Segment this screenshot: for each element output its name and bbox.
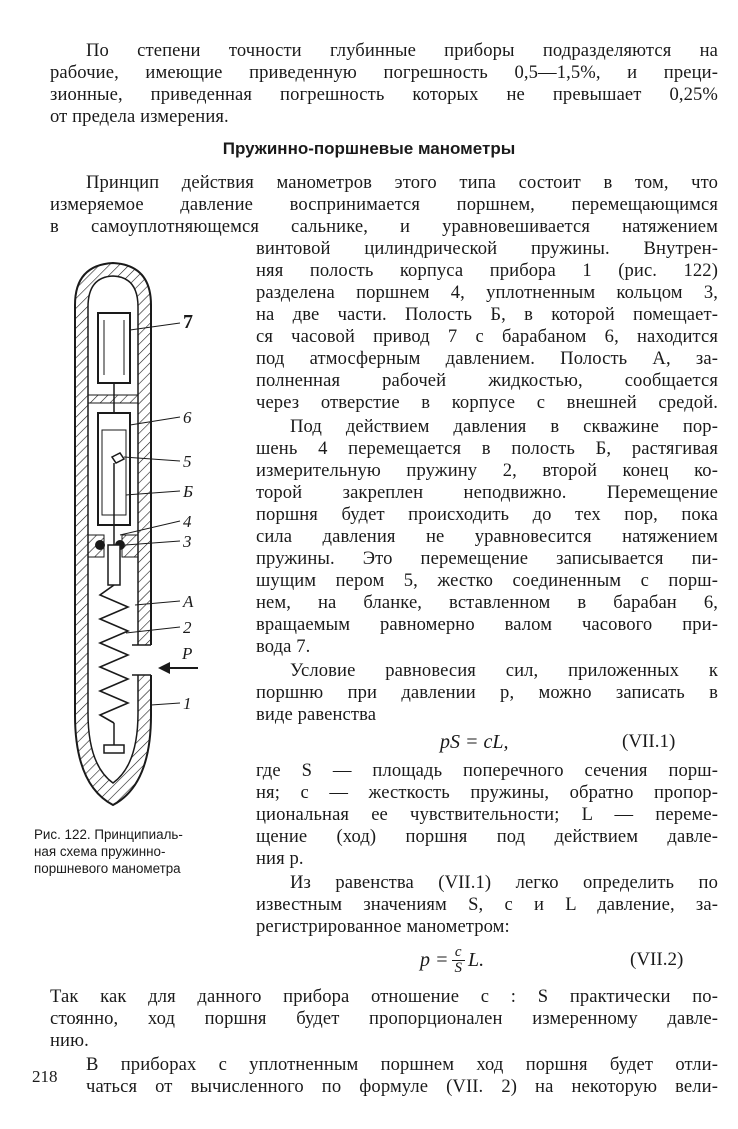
figure-label: 6 — [183, 408, 192, 427]
text-line: виде равенства — [256, 704, 377, 725]
text-line: поршню при давлении p, можно записать в — [256, 682, 718, 703]
text-line: поршня будет происходить до тех пор, пока — [256, 504, 718, 525]
figure-label: 2 — [183, 618, 192, 637]
piston-rod — [108, 545, 120, 585]
equation-formula: pS = cL, — [440, 731, 509, 753]
caption-line: Рис. 122. Принципиаль- — [34, 827, 183, 842]
text-line: измерительную пружину 2, второй конец ко- — [256, 460, 718, 481]
text-line: Под действием давления в скважине пор- — [290, 416, 718, 437]
text-line: винтовой цилиндрической пружины. Внутрен- — [256, 238, 718, 259]
text-line: Из равенства (VII.1) легко определить по — [290, 872, 718, 893]
text-line: нем, на бланке, вставленном в барабан 6, — [256, 592, 718, 613]
text-line: чаться от вычисленного по формуле (VII. 2) на некоторую вели- — [86, 1076, 718, 1097]
text-line: торой закреплен неподвижно. Перемещение — [256, 482, 718, 503]
text-line: шущим пером 5, жестко соединенным с порш- — [256, 570, 718, 591]
text-line: нию. — [50, 1030, 89, 1051]
caption-line: поршневого манометра — [34, 861, 181, 876]
text-line: ня; c — жесткость пружины, обратно пропор- — [256, 782, 718, 803]
text-line: По степени точности глубинные приборы подразделяются на — [86, 40, 718, 61]
text-line: Принцип действия манометров этого типа состоит в том, что — [86, 172, 718, 193]
text-line: регистрированное манометром: — [256, 916, 510, 937]
equation-rhs: L. — [468, 948, 485, 971]
manometer-figure — [20, 245, 240, 825]
text-line: циональная ее чувствительности; L — переме- — [256, 804, 718, 825]
figure-label: 5 — [183, 452, 192, 471]
text-line: шень 4 перемещается в полость Б, растягивая — [256, 438, 718, 459]
figure-label: 3 — [183, 532, 192, 551]
equation-fraction — [452, 945, 466, 976]
fraction-numerator: c — [452, 945, 466, 961]
text-line: Так как для данного прибора отношение c : S практически по- — [50, 986, 718, 1007]
text-line: полненная рабочей жидкостью, сообщается — [256, 370, 718, 391]
text-line: ся часовой привод 7 с барабаном 6, находится — [256, 326, 718, 347]
equation-2 — [420, 940, 484, 980]
text-line: где S — площадь поперечного сечения порш- — [256, 760, 718, 781]
figure-label: 1 — [183, 694, 192, 713]
text-line: под атмосферным давлением. Полость А, за- — [256, 348, 718, 369]
equation-lhs: p = — [420, 948, 449, 971]
pressure-arrow — [158, 662, 198, 674]
text-line: Условие равновесия сил, приложенных к — [290, 660, 718, 681]
text-line: известным значениям S, c и L давление, за- — [256, 894, 718, 915]
figure-label: 4 — [183, 512, 192, 531]
text-line: от предела измерения. — [50, 106, 229, 127]
text-line: через отверстие в корпусе с внешней средой. — [256, 392, 718, 413]
section-heading: Пружинно-поршневые манометры — [222, 139, 516, 158]
equation-number: (VII.1) — [622, 731, 676, 752]
text-line: рабочие, имеющие приведенную погрешность 0,5—1,5%, и преци- — [50, 62, 718, 83]
text-line: В приборах с уплотненным поршнем ход поршня будет отли- — [86, 1054, 718, 1075]
text-line: на две части. Полость Б, в которой помещает- — [256, 304, 718, 325]
text-line: разделена поршнем 4, уплотненным кольцом 3, — [256, 282, 718, 303]
figure-label: 7 — [183, 311, 193, 333]
text-line: щение (ход) поршня под действием давле- — [256, 826, 718, 847]
text-line: вода 7. — [256, 636, 311, 657]
text-line: стоянно, ход поршня будет пропорционален измеренному давле- — [50, 1008, 718, 1029]
text-line: пружины. Это перемещение записывается пи- — [256, 548, 718, 569]
text-line: зионные, приведенная погрешность которых не превышает 0,25% — [50, 84, 718, 105]
fraction-denominator: S — [454, 959, 462, 976]
text-line: няя полость корпуса прибора 1 (рис. 122) — [256, 260, 718, 281]
figure-label: P — [182, 644, 193, 663]
text-line: сила давления не уравновесится натяжением — [256, 526, 718, 547]
text-line: ния p. — [256, 848, 304, 869]
text-line: вращаемым равномерно валом часового при- — [256, 614, 718, 635]
page-number: 218 — [32, 1067, 58, 1086]
equation-number: (VII.2) — [630, 949, 684, 970]
text-line: измеряемое давление воспринимается поршнем, перемещающимся — [50, 194, 718, 215]
figure-label: Б — [183, 482, 194, 501]
figure-caption — [34, 826, 234, 877]
text-line: в самоуплотняющемся сальнике, и уравновешивается натяжением — [50, 216, 718, 237]
figure-label: А — [183, 592, 194, 611]
caption-line: ная схема пружинно- — [34, 844, 166, 859]
